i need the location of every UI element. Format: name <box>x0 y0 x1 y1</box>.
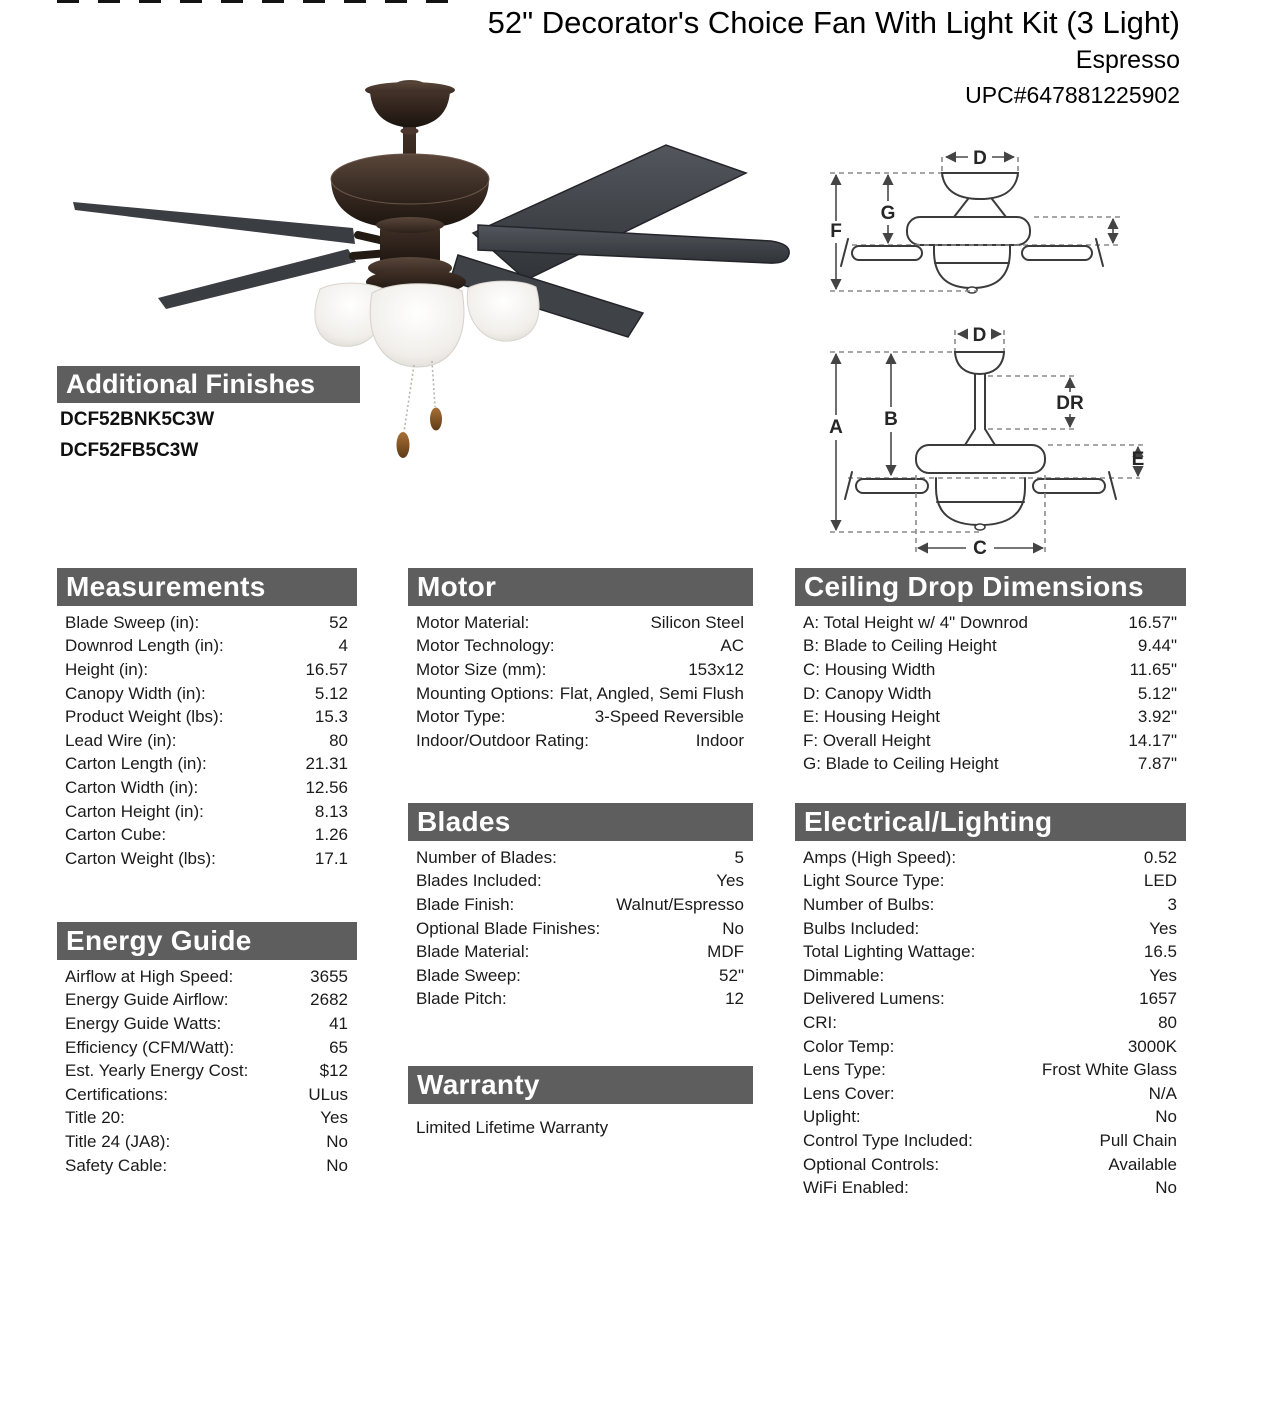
additional-finishes-header: Additional Finishes <box>57 366 360 403</box>
spec-value: Yes <box>1149 965 1177 985</box>
spec-row <box>57 800 357 824</box>
spec-value: 1657 <box>1139 989 1177 1009</box>
spec-row <box>795 893 1186 917</box>
spec-label: WiFi Enabled: <box>803 1178 909 1198</box>
spec-label: Color Temp: <box>803 1036 895 1056</box>
spec-value: LED <box>1143 871 1177 891</box>
spec-value: 9.44" <box>1137 636 1177 656</box>
spec-value: Available <box>1108 1154 1177 1174</box>
spec-value: N/A <box>1148 1083 1177 1103</box>
dimension-diagram-downrod <box>818 312 1166 567</box>
spec-value: Yes <box>716 871 744 891</box>
dim-label-a: A <box>829 417 843 438</box>
spec-value: 1.26 <box>314 825 348 845</box>
energy-guide-header: Energy Guide <box>57 922 357 960</box>
dimension-diagram-flush <box>822 133 1167 313</box>
spec-row <box>408 964 753 988</box>
spec-label: Blade Pitch: <box>416 989 507 1009</box>
spec-row <box>57 1130 357 1154</box>
spec-row <box>57 658 357 682</box>
spec-label: Indoor/Outdoor Rating: <box>416 730 589 750</box>
spec-value: No <box>722 918 744 938</box>
spec-row <box>408 611 753 635</box>
spec-label: Motor Size (mm): <box>416 659 547 679</box>
spec-label: Dimmable: <box>803 965 885 985</box>
downrod-collar <box>401 128 419 135</box>
spec-label: Blade Material: <box>416 942 530 962</box>
spec-label: A: Total Height w/ 4" Downrod <box>803 612 1028 632</box>
warranty-section <box>408 1066 753 1138</box>
spec-label: Amps (High Speed): <box>803 847 957 867</box>
glass-shade <box>467 281 539 341</box>
blades-header: Blades <box>408 803 753 841</box>
spec-row <box>795 940 1186 964</box>
spec-row <box>795 658 1186 682</box>
spec-label: Control Type Included: <box>803 1130 973 1150</box>
spec-row <box>57 729 357 753</box>
spec-row <box>408 940 753 964</box>
spec-row <box>57 753 357 777</box>
spec-value: MDF <box>707 942 744 962</box>
spec-value: 21.31 <box>305 754 348 774</box>
spec-label: Carton Width (in): <box>65 777 199 797</box>
spec-row <box>57 1154 357 1178</box>
spec-value: 16.57 <box>305 659 348 679</box>
dim-label-b: B <box>884 409 898 430</box>
spec-value: 3 <box>1167 894 1177 914</box>
spec-row <box>57 823 357 847</box>
spec-label: Light Source Type: <box>803 871 945 891</box>
spec-row <box>795 1176 1186 1200</box>
spec-value: 153x12 <box>688 659 744 679</box>
spec-row <box>57 611 357 635</box>
spec-value: 3655 <box>310 966 348 986</box>
spec-value: 12 <box>725 989 744 1009</box>
pull-chain <box>404 365 414 432</box>
spec-row <box>795 1153 1186 1177</box>
spec-row <box>795 964 1186 988</box>
spec-value: 80 <box>1158 1012 1177 1032</box>
measurements-section <box>57 568 357 871</box>
dim-label-dr: DR <box>1056 393 1084 414</box>
spec-value: 5 <box>734 847 744 867</box>
spec-row <box>795 705 1186 729</box>
spec-row <box>408 705 753 729</box>
dim-label-d: D <box>973 148 987 169</box>
spec-row <box>795 611 1186 635</box>
electrical-rows <box>795 846 1186 1200</box>
spec-row <box>57 776 357 800</box>
spec-value: 11.65" <box>1129 659 1177 679</box>
hub-flange <box>376 217 444 233</box>
spec-value: 2682 <box>310 990 348 1010</box>
spec-value: 16.57" <box>1128 612 1177 632</box>
ceiling-drop-header: Ceiling Drop Dimensions <box>795 568 1186 606</box>
spec-row <box>795 846 1186 870</box>
motor-header: Motor <box>408 568 753 606</box>
spec-label: C: Housing Width <box>803 659 936 679</box>
spec-label: Title 20: <box>65 1108 125 1128</box>
spec-label: Motor Type: <box>416 707 506 727</box>
spec-row <box>795 682 1186 706</box>
spec-value: 41 <box>329 1013 348 1033</box>
spec-row <box>408 988 753 1012</box>
spec-label: D: Canopy Width <box>803 683 932 703</box>
spec-value: 15.3 <box>314 707 348 727</box>
spec-value: $12 <box>319 1061 348 1081</box>
spec-value: 65 <box>329 1037 348 1057</box>
blades-section <box>408 803 753 1011</box>
pull-chain-wood-drop <box>430 408 442 431</box>
spec-label: F: Overall Height <box>803 730 931 750</box>
spec-row <box>795 1082 1186 1106</box>
spec-row <box>408 917 753 941</box>
spec-label: Certifications: <box>65 1084 168 1104</box>
spec-value: Indoor <box>695 730 744 750</box>
spec-row <box>57 989 357 1013</box>
spec-label: CRI: <box>803 1012 837 1032</box>
spec-label: Lens Cover: <box>803 1083 895 1103</box>
spec-value: Walnut/Espresso <box>616 894 744 914</box>
spec-value: 12.56 <box>305 777 348 797</box>
spec-value: 52" <box>719 965 744 985</box>
spec-row <box>408 846 753 870</box>
spec-row <box>57 1083 357 1107</box>
upc-code: UPC#647881225902 <box>965 82 1180 108</box>
spec-label: E: Housing Height <box>803 707 941 727</box>
spec-label: Optional Controls: <box>803 1154 940 1174</box>
spec-label: Blades Included: <box>416 871 542 891</box>
spec-label: Motor Material: <box>416 612 530 632</box>
spec-value: Silicon Steel <box>650 612 744 632</box>
spec-value: 16.5 <box>1143 942 1177 962</box>
finish-model-code: DCF52FB5C3W <box>60 440 199 461</box>
spec-label: Carton Height (in): <box>65 801 204 821</box>
spec-label: Bulbs Included: <box>803 918 920 938</box>
spec-row <box>795 1035 1186 1059</box>
spec-row <box>57 965 357 989</box>
spec-value: 17.1 <box>314 848 348 868</box>
spec-row <box>408 893 753 917</box>
spec-label: Height (in): <box>65 659 149 679</box>
spec-label: Delivered Lumens: <box>803 989 945 1009</box>
glass-shade <box>370 284 464 367</box>
finish-model-code: DCF52BNK5C3W <box>60 409 215 430</box>
spec-value: AC <box>720 636 744 656</box>
fan-blade <box>73 202 355 244</box>
spec-label: Motor Technology: <box>416 636 555 656</box>
spec-value: 7.87" <box>1137 754 1177 774</box>
spec-row <box>795 729 1186 753</box>
spec-value: 3-Speed Reversible <box>594 707 744 727</box>
spec-value: 4 <box>338 636 348 656</box>
spec-value: 3.92" <box>1137 707 1177 727</box>
spec-label: Safety Cable: <box>65 1155 168 1175</box>
spec-label: Product Weight (lbs): <box>65 707 224 727</box>
canopy <box>370 92 450 128</box>
spec-value: 14.17" <box>1128 730 1177 750</box>
spec-value: Yes <box>1149 918 1177 938</box>
ceiling-drop-rows <box>795 611 1186 776</box>
dim-label-c: C <box>973 538 987 559</box>
spec-row <box>408 658 753 682</box>
spec-value: 8.13 <box>314 801 348 821</box>
spec-row <box>57 847 357 871</box>
spec-value: ULus <box>308 1084 348 1104</box>
spec-label: Uplight: <box>803 1107 861 1127</box>
spec-label: B: Blade to Ceiling Height <box>803 636 997 656</box>
spec-value: 0.52 <box>1143 847 1177 867</box>
dim-label-e: E <box>1131 449 1145 470</box>
pull-chain <box>432 361 435 407</box>
spec-label: Number of Blades: <box>416 847 557 867</box>
dim-label-g: G <box>880 203 896 224</box>
spec-value: Pull Chain <box>1099 1130 1177 1150</box>
spec-row <box>57 705 357 729</box>
spec-value: 5.12 <box>314 683 348 703</box>
page-title: 52" Decorator's Choice Fan With Light Kit (3 Light) <box>487 5 1180 40</box>
dim-label-d: D <box>972 325 987 346</box>
energy-guide-rows <box>57 965 357 1177</box>
clipped-header-fragments <box>57 0 449 3</box>
spec-label: Lead Wire (in): <box>65 730 177 750</box>
spec-label: Downrod Length (in): <box>65 636 224 656</box>
spec-value: 3000K <box>1127 1036 1177 1056</box>
spec-value: 5.12" <box>1137 683 1177 703</box>
spec-label: Carton Cube: <box>65 825 167 845</box>
spec-value: Flat, Angled, Semi Flush <box>559 683 744 703</box>
spec-label: G: Blade to Ceiling Height <box>803 754 999 774</box>
measurements-rows <box>57 611 357 871</box>
spec-value: 80 <box>329 730 348 750</box>
electrical-header: Electrical/Lighting <box>795 803 1186 841</box>
spec-row <box>57 1012 357 1036</box>
warranty-text: Limited Lifetime Warranty <box>416 1118 609 1137</box>
warranty-header: Warranty <box>408 1066 753 1104</box>
spec-label: Mounting Options: <box>416 683 554 703</box>
energy-guide-section <box>57 922 357 1177</box>
spec-row <box>795 917 1186 941</box>
spec-label: Canopy Width (in): <box>65 683 206 703</box>
spec-label: Carton Length (in): <box>65 754 207 774</box>
spec-row <box>795 988 1186 1012</box>
pull-chain-wood-drop <box>397 432 410 458</box>
spec-label: Lens Type: <box>803 1060 886 1080</box>
spec-value: No <box>326 1131 348 1151</box>
dim-label-f: F <box>830 221 842 242</box>
spec-label: Title 24 (JA8): <box>65 1131 171 1151</box>
electrical-section <box>795 803 1186 1200</box>
spec-label: Blade Sweep: <box>416 965 521 985</box>
measurements-header: Measurements <box>57 568 357 606</box>
spec-value: 52 <box>329 612 348 632</box>
spec-row <box>795 1058 1186 1082</box>
spec-label: Est. Yearly Energy Cost: <box>65 1061 249 1081</box>
finish-name: Espresso <box>1075 46 1180 74</box>
spec-value: No <box>326 1155 348 1175</box>
spec-label: Energy Guide Watts: <box>65 1013 222 1033</box>
spec-label: Number of Bulbs: <box>803 894 935 914</box>
spec-label: Total Lighting Wattage: <box>803 942 976 962</box>
spec-row <box>408 729 753 753</box>
motor-rows <box>408 611 753 753</box>
spec-value: Frost White Glass <box>1041 1060 1177 1080</box>
spec-row <box>408 870 753 894</box>
spec-row <box>795 1106 1186 1130</box>
spec-label: Efficiency (CFM/Watt): <box>65 1037 235 1057</box>
additional-finishes-list <box>60 404 214 466</box>
ceiling-drop-section <box>795 568 1186 776</box>
spec-row <box>795 753 1186 777</box>
spec-row <box>57 635 357 659</box>
spec-row <box>795 1011 1186 1035</box>
spec-row <box>795 635 1186 659</box>
spec-row <box>57 1036 357 1060</box>
spec-label: Blade Sweep (in): <box>65 612 200 632</box>
blades-rows <box>408 846 753 1011</box>
motor-section <box>408 568 753 753</box>
spec-value: No <box>1155 1178 1177 1198</box>
spec-label: Optional Blade Finishes: <box>416 918 601 938</box>
spec-label: Airflow at High Speed: <box>65 966 234 986</box>
spec-row <box>57 1107 357 1131</box>
spec-row <box>408 682 753 706</box>
spec-row <box>408 635 753 659</box>
spec-row <box>795 870 1186 894</box>
spec-row <box>57 682 357 706</box>
spec-label: Carton Weight (lbs): <box>65 848 216 868</box>
spec-value: No <box>1155 1107 1177 1127</box>
spec-row <box>795 1129 1186 1153</box>
spec-value: Yes <box>320 1108 348 1128</box>
spec-row <box>57 1059 357 1083</box>
spec-label: Energy Guide Airflow: <box>65 990 229 1010</box>
spec-label: Blade Finish: <box>416 894 515 914</box>
